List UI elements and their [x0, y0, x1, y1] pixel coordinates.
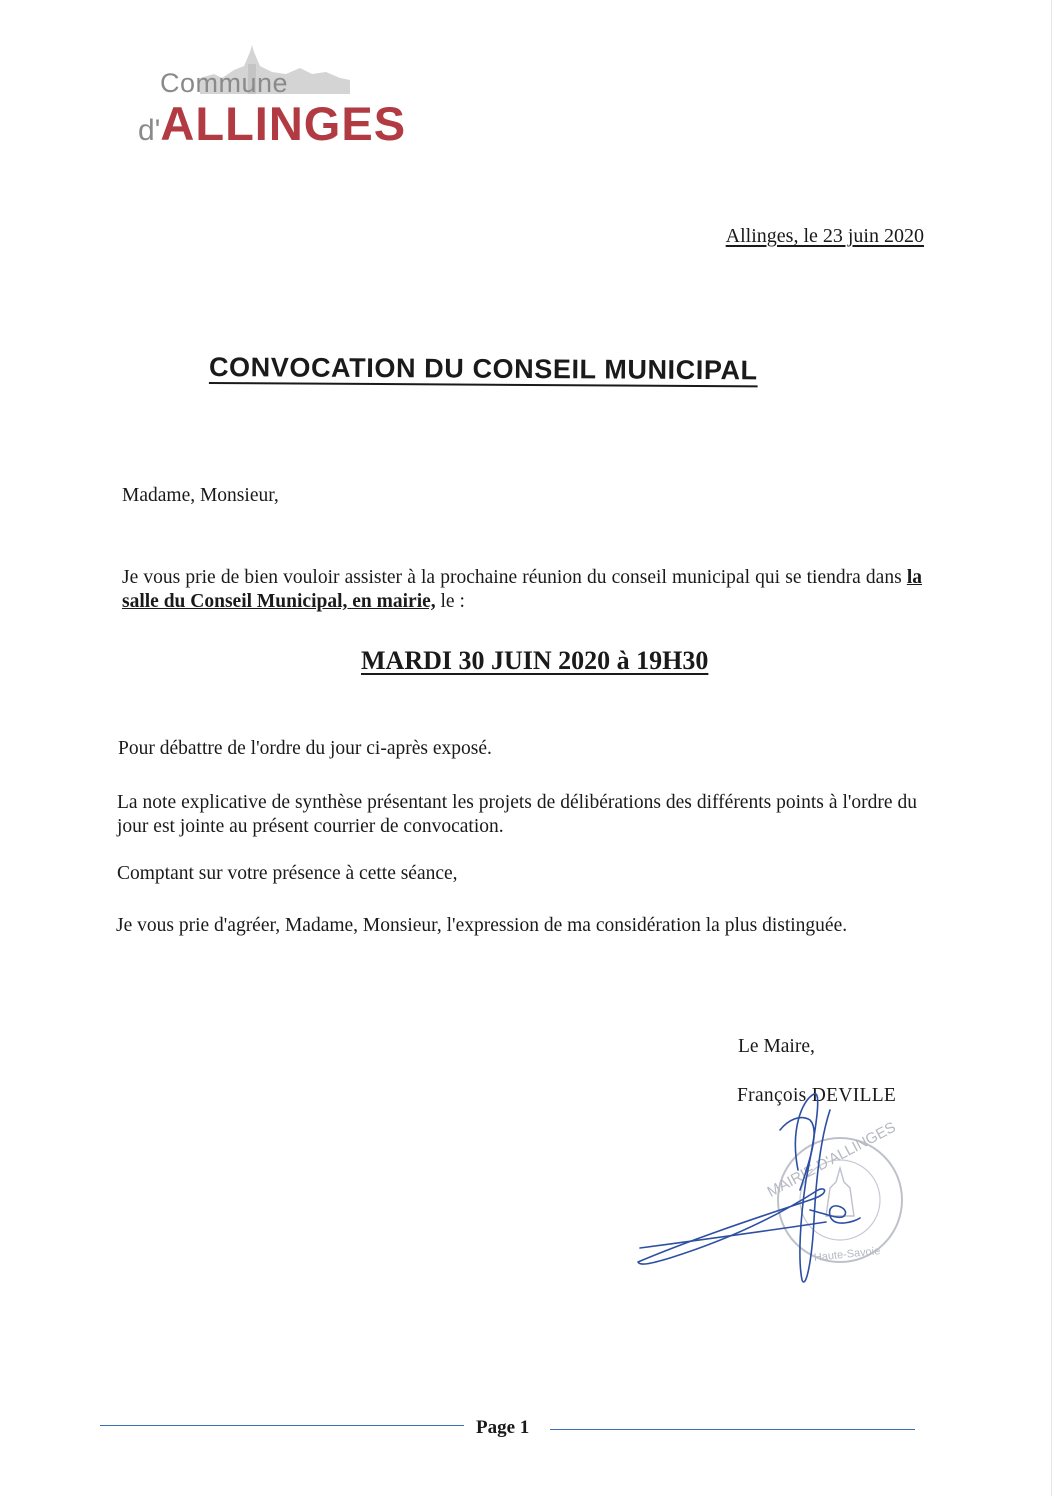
signature-and-stamp [630, 1090, 930, 1300]
salutation: Madame, Monsieur, [122, 485, 279, 506]
svg-text:MAIRIE D'ALLINGES: MAIRIE D'ALLINGES [764, 1118, 899, 1201]
signatory-role: Le Maire, [738, 1036, 815, 1057]
counting-line: Comptant sur votre présence à cette séance, [117, 863, 458, 884]
footer-rule-left [100, 1425, 464, 1426]
svg-text:Haute-Savoie: Haute-Savoie [813, 1245, 881, 1265]
logo-name: ALLINGES [160, 97, 407, 150]
agenda-line: Pour débattre de l'ordre du jour ci-après exposé. [118, 738, 492, 759]
note-paragraph: La note explicative de synthèse présentant les projets de délibérations des différents points à l'ordre du jour est jointe au présent courrier de convocation. [117, 792, 917, 837]
intro-text: Je vous prie de bien vouloir assister à la prochaine réunion du conseil municipal qui se tiendra dans [122, 567, 907, 588]
mairie-stamp [764, 1119, 902, 1264]
intro-paragraph [122, 566, 922, 614]
commune-logo [136, 44, 407, 154]
meeting-datetime: MARDI 30 JUIN 2020 à 19H30 [361, 646, 709, 675]
intro-text-end: le : [435, 591, 465, 612]
letter-title: CONVOCATION DU CONSEIL MUNICIPAL [208, 352, 758, 386]
logo-commune-text: Commune [160, 68, 289, 98]
logo-name-line [138, 96, 406, 151]
signatory-name: François DEVILLE [737, 1085, 897, 1106]
logo-prefix: d' [138, 114, 161, 147]
venue-text: la salle du Conseil Municipal, en mairie, [122, 567, 922, 612]
scan-edge-line [1051, 0, 1052, 1496]
closing-paragraph: Je vous prie d'agréer, Madame, Monsieur, l'expression de ma considération la plus distinguée. [116, 915, 848, 936]
footer-rule-right [550, 1429, 915, 1430]
page-number: Page 1 [476, 1417, 530, 1438]
letter-date: Allinges, le 23 juin 2020 [725, 225, 924, 247]
